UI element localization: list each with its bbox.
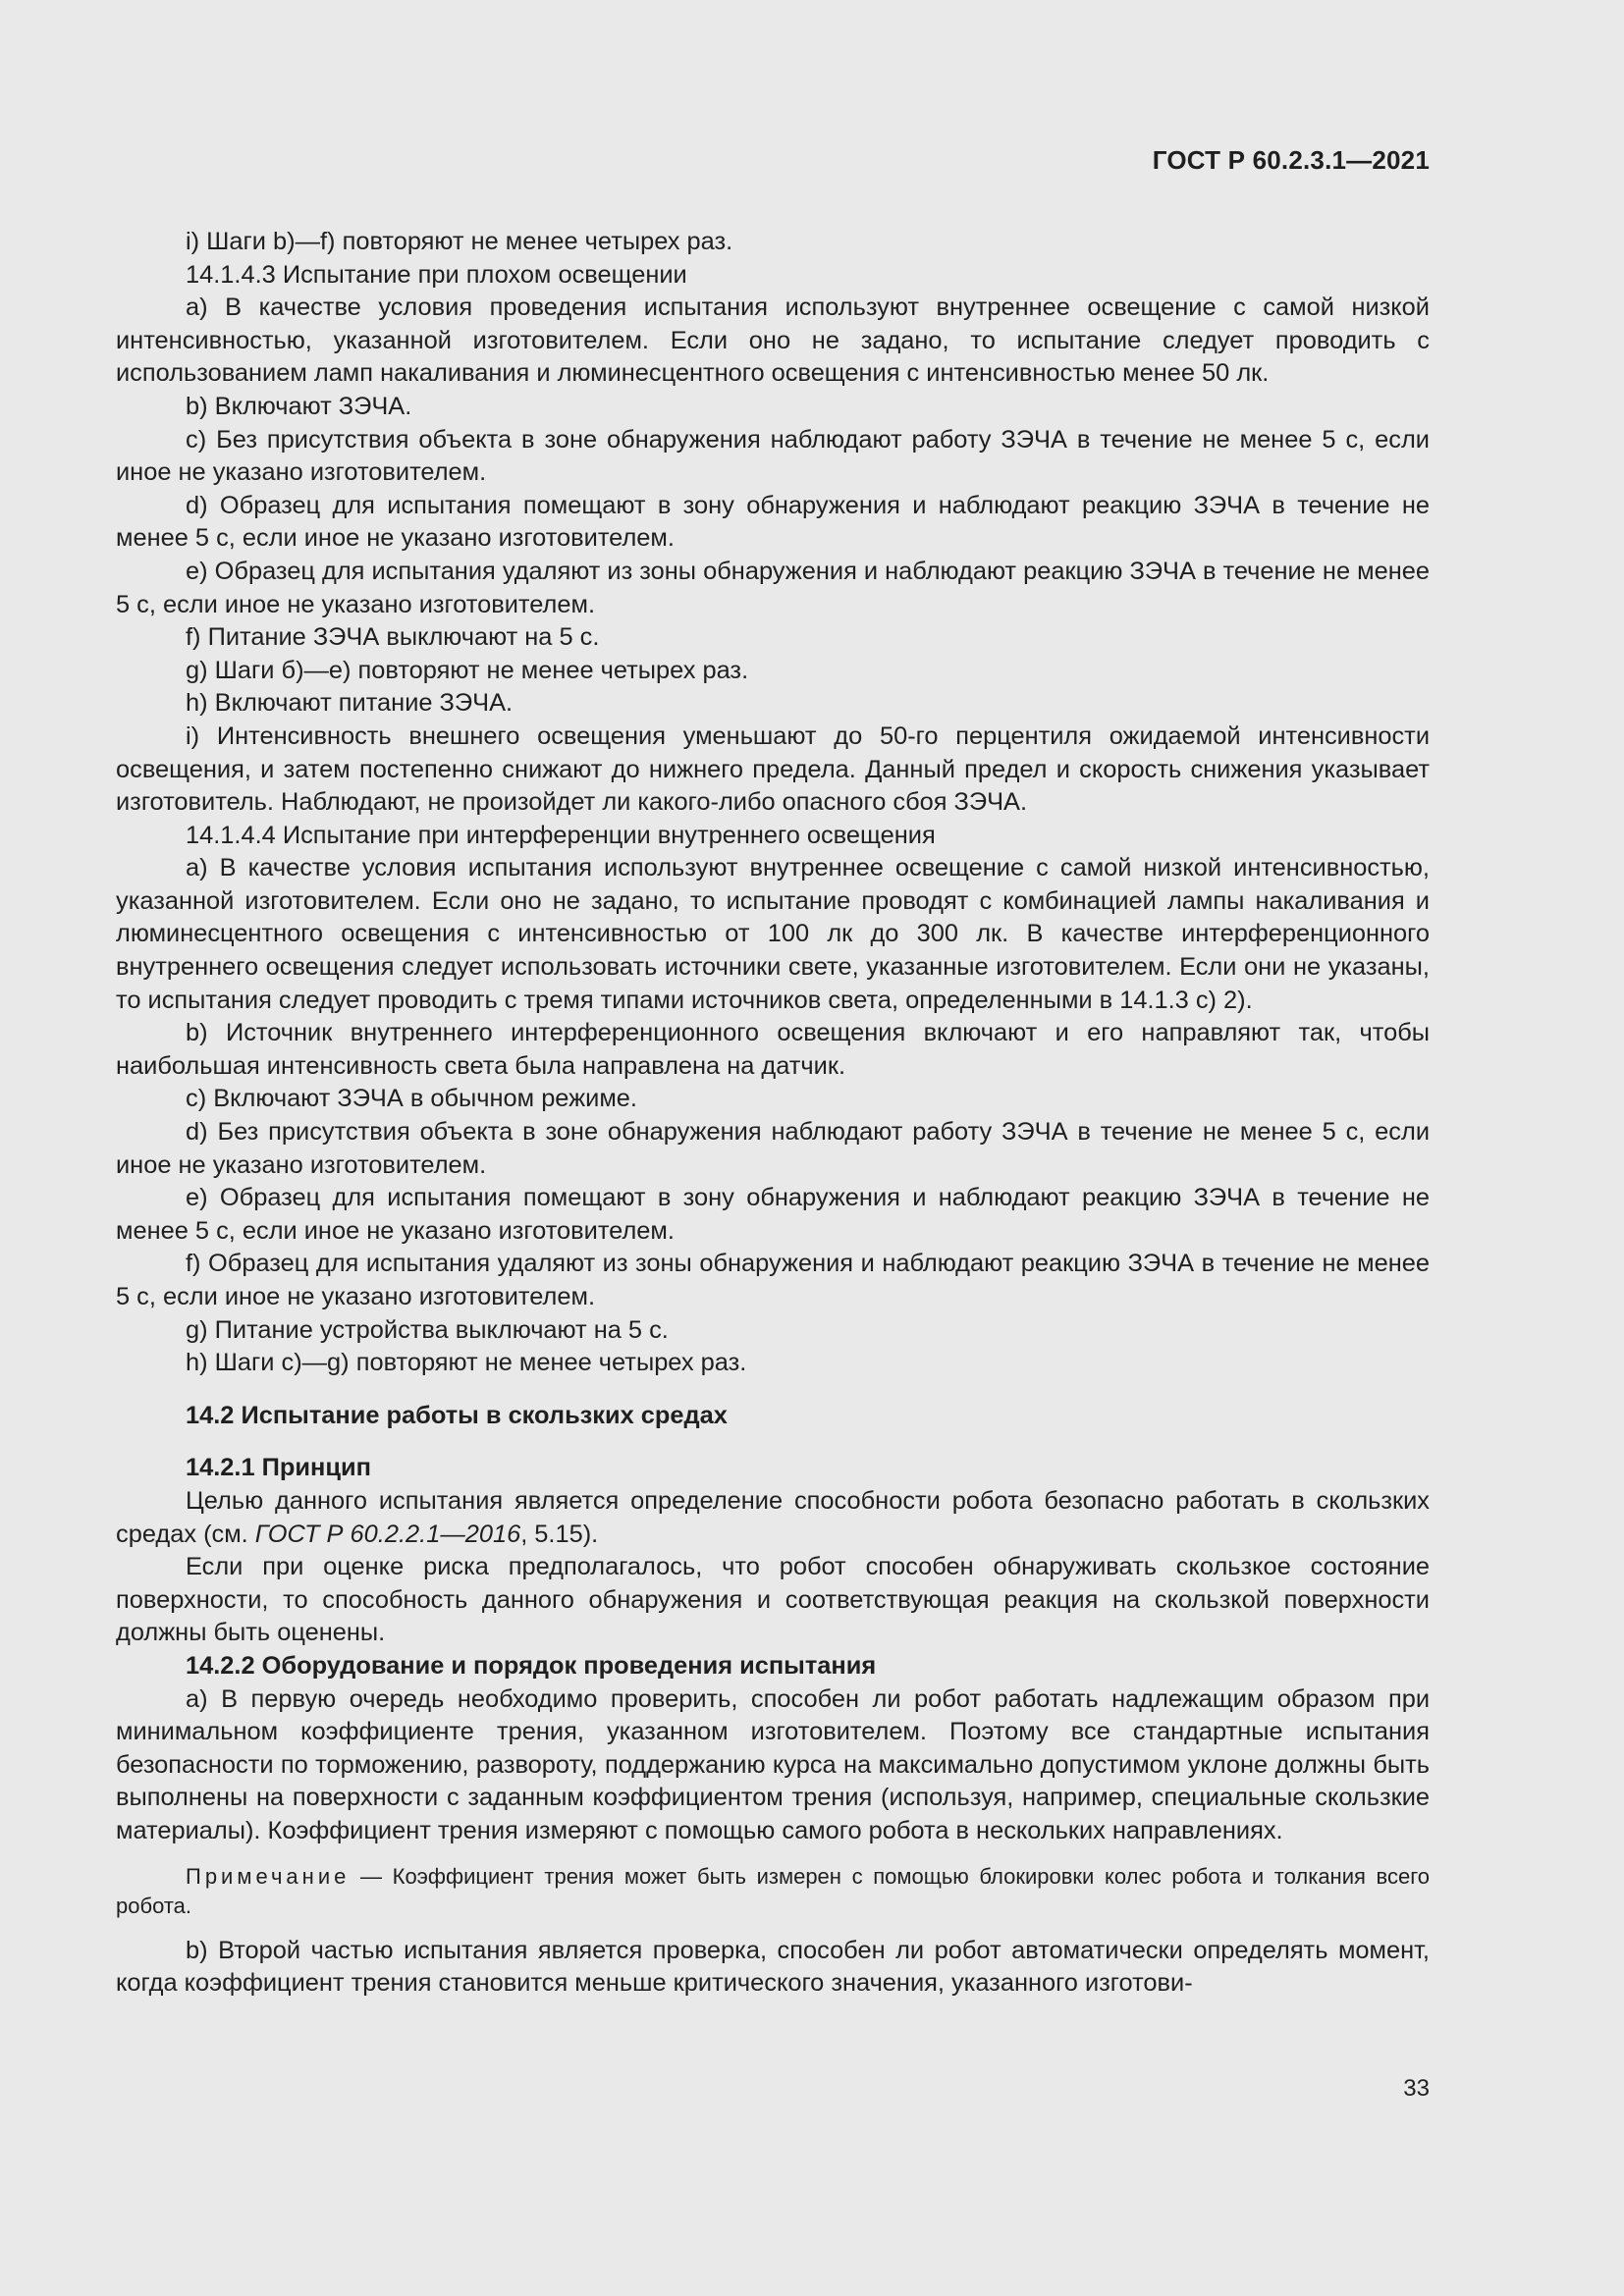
paragraph: Если при оценке риска предполагалось, что робот способен обнаруживать скользкое состояние поверхности, то способность данного обнаружения и соответствующая реакция на скользкой поверхности должны быть оценены. <box>116 1553 1430 1647</box>
paragraph: i) Интенсивность внешнего освещения уменьшают до 50-го перцентиля ожидаемой интенсивности освещения, и затем постепенно снижают до нижнего предела. Данный предел и скорость снижения указывает изготовитель. Наблюдают, не произойдет ли какого-либо опасного сбоя ЗЭЧА. <box>116 721 1430 817</box>
subsection-heading: 14.2.2 Оборудование и порядок проведения испытания <box>186 1651 877 1680</box>
paragraph: c) Включают ЗЭЧА в обычном режиме. <box>186 1085 637 1113</box>
paragraph: i) Шаги b)—f) повторяют не менее четырех раз. <box>186 228 733 255</box>
paragraph: e) Образец для испытания помещают в зону обнаружения и наблюдают реакцию ЗЭЧА в течение не менее 5 с, если иное не указано изготовителем. <box>116 1184 1430 1245</box>
standard-reference: ГОСТ Р 60.2.2.1—2016 <box>254 1520 521 1548</box>
paragraph: d) Образец для испытания помещают в зону обнаружения и наблюдают реакцию ЗЭЧА в течение не менее 5 с, если иное не указано изготовителем. <box>116 491 1430 553</box>
paragraph-text: , 5.15). <box>520 1520 599 1548</box>
paragraph: h) Шаги c)—g) повторяют не менее четырех раз. <box>186 1349 747 1377</box>
paragraph <box>116 1485 1430 1551</box>
paragraph: g) Шаги б)—е) повторяют не менее четырех раз. <box>186 656 749 684</box>
section-heading: 14.2 Испытание работы в скользких средах <box>186 1401 728 1429</box>
note <box>116 1862 1430 1921</box>
paragraph: b) Второй частью испытания является проверка, способен ли робот автоматически определять момент, когда коэффициент трения становится меньше критического значения, указанного изготови- <box>116 1936 1430 1998</box>
note-text: — Коэффициент трения может быть измерен с помощью блокировки колес робота и толкания всего робота. <box>116 1863 1430 1918</box>
paragraph: c) Без присутствия объекта в зоне обнаружения наблюдают работу ЗЭЧА в течение не менее 5 с, если иное не указано изготовителем. <box>116 425 1430 487</box>
paragraph: b) Источник внутреннего интерференционного освещения включают и его направляют так, чтобы наибольшая интенсивность света была направлена на датчик. <box>116 1019 1430 1080</box>
subsection-heading: 14.2.1 Принцип <box>186 1454 371 1482</box>
paragraph: b) Включают ЗЭЧА. <box>186 392 412 420</box>
document-header: ГОСТ Р 60.2.3.1—2021 <box>1152 145 1430 175</box>
paragraph: g) Питание устройства выключают на 5 с. <box>186 1315 669 1344</box>
paragraph: a) В качестве условия испытания используют внутреннее освещение с самой низкой интенсивностью, указанной изготовителем. Если оно не задано, то испытание проводят с комбинацией лампы накаливания и люминесцентного освещения с интенсивностью от 100 лк до 300 лк. В качестве интерференционного внутреннего освещения следует использовать источники свете, указанные изготовителем. Если они не указаны, то испытания следует проводить с тремя типами источников света, определенными в 14.1.3 с) 2). <box>116 854 1430 1014</box>
page-number: 33 <box>1403 2075 1430 2102</box>
paragraph: a) В качестве условия проведения испытания используют внутреннее освещение с самой низкой интенсивностью, указанной изготовителем. Если оно не задано, то испытание следует проводить с использованием ламп накаливания и люминесцентного освещения с интенсивностью менее 50 лк. <box>116 294 1430 388</box>
paragraph: h) Включают питание ЗЭЧА. <box>186 689 514 718</box>
paragraph: e) Образец для испытания удаляют из зоны обнаружения и наблюдают реакцию ЗЭЧА в течение не менее 5 с, если иное не указано изготовителем. <box>116 557 1430 618</box>
document-body <box>116 226 1430 2001</box>
note-label: Примечание <box>186 1863 351 1889</box>
paragraph: f) Питание ЗЭЧА выключают на 5 с. <box>186 623 600 652</box>
paragraph-text: Целью данного испытания является определение способности робота безопасно работать в скользких средах (см. <box>116 1486 1430 1548</box>
subsection-title: 14.1.4.3 Испытание при плохом освещении <box>186 260 687 289</box>
paragraph: d) Без присутствия объекта в зоне обнаружения наблюдают работу ЗЭЧА в течение не менее 5 с, если иное не указано изготовителем. <box>116 1118 1430 1179</box>
paragraph: f) Образец для испытания удаляют из зоны обнаружения и наблюдают реакцию ЗЭЧА в течение не менее 5 с, если иное не указано изготовителем. <box>116 1250 1430 1310</box>
paragraph: a) В первую очередь необходимо проверить, способен ли робот работать надлежащим образом при минимальном коэффициенте трения, указанном изготовителем. Поэтому все стандартные испытания безопасности по торможению, развороту, поддержанию курса на максимально допустимом уклоне должны быть выполнены на поверхности с заданным коэффициентом трения (используя, например, специальные скользкие материалы). Коэффициент трения измеряют с помощью самого робота в нескольких направлениях. <box>116 1684 1430 1844</box>
subsection-title: 14.1.4.4 Испытание при интерференции внутреннего освещения <box>186 821 936 849</box>
